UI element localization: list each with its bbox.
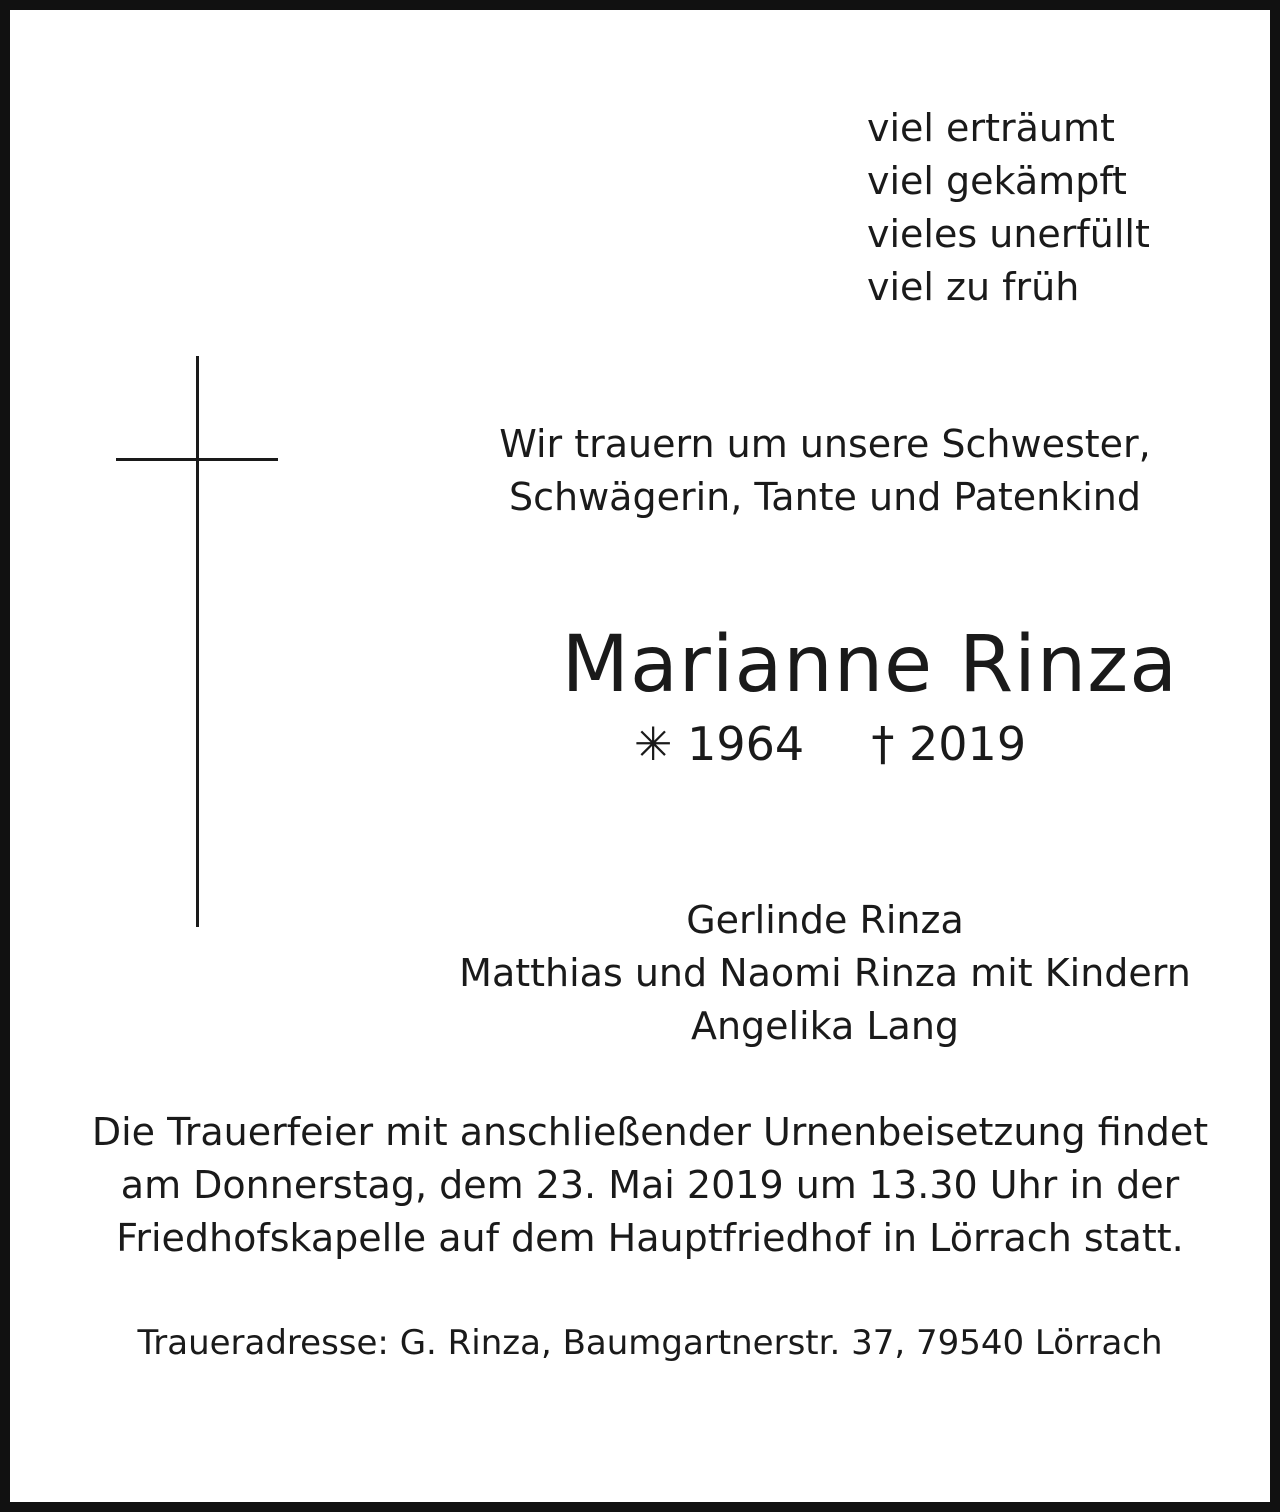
mourner-name: Matthias und Naomi Rinza mit Kindern	[459, 951, 1191, 995]
mourner-name: Gerlinde Rinza	[686, 898, 964, 942]
mourners-list	[410, 894, 1240, 1053]
mourning-statement	[450, 418, 1200, 524]
mourning-line: Wir trauern um unsere Schwester,	[499, 422, 1151, 466]
ceremony-line: Friedhofskapelle auf dem Hauptfriedhof in Lörrach statt.	[116, 1216, 1184, 1260]
poem-line: viel zu früh	[867, 265, 1080, 309]
deceased-name: Marianne Rinza	[561, 620, 1178, 710]
mourning-address: Traueradresse: G. Rinza, Baumgartnerstr. 37, 79540 Lörrach	[137, 1323, 1163, 1363]
mourning-line: Schwägerin, Tante und Patenkind	[508, 475, 1142, 519]
poem-line: vieles unerfüllt	[867, 212, 1150, 256]
poem-line: viel erträumt	[867, 106, 1115, 150]
ceremony-line: Die Trauerfeier mit anschließender Urnenbeisetzung findet	[91, 1110, 1209, 1154]
cross-vertical-bar	[196, 356, 199, 927]
cross-horizontal-bar	[116, 458, 278, 461]
death-dagger-icon: †	[871, 717, 895, 771]
poem-line: viel gekämpft	[867, 159, 1127, 203]
life-dates	[450, 715, 1210, 773]
birth-year: 1964	[687, 717, 805, 771]
death-year: 2019	[909, 717, 1027, 771]
ceremony-details	[20, 1106, 1280, 1265]
poem	[867, 102, 1150, 314]
birth-star-icon: ✳	[633, 717, 673, 771]
mourner-name: Angelika Lang	[690, 1004, 960, 1048]
ceremony-line: am Donnerstag, dem 23. Mai 2019 um 13.30 Uhr in der	[120, 1163, 1180, 1207]
